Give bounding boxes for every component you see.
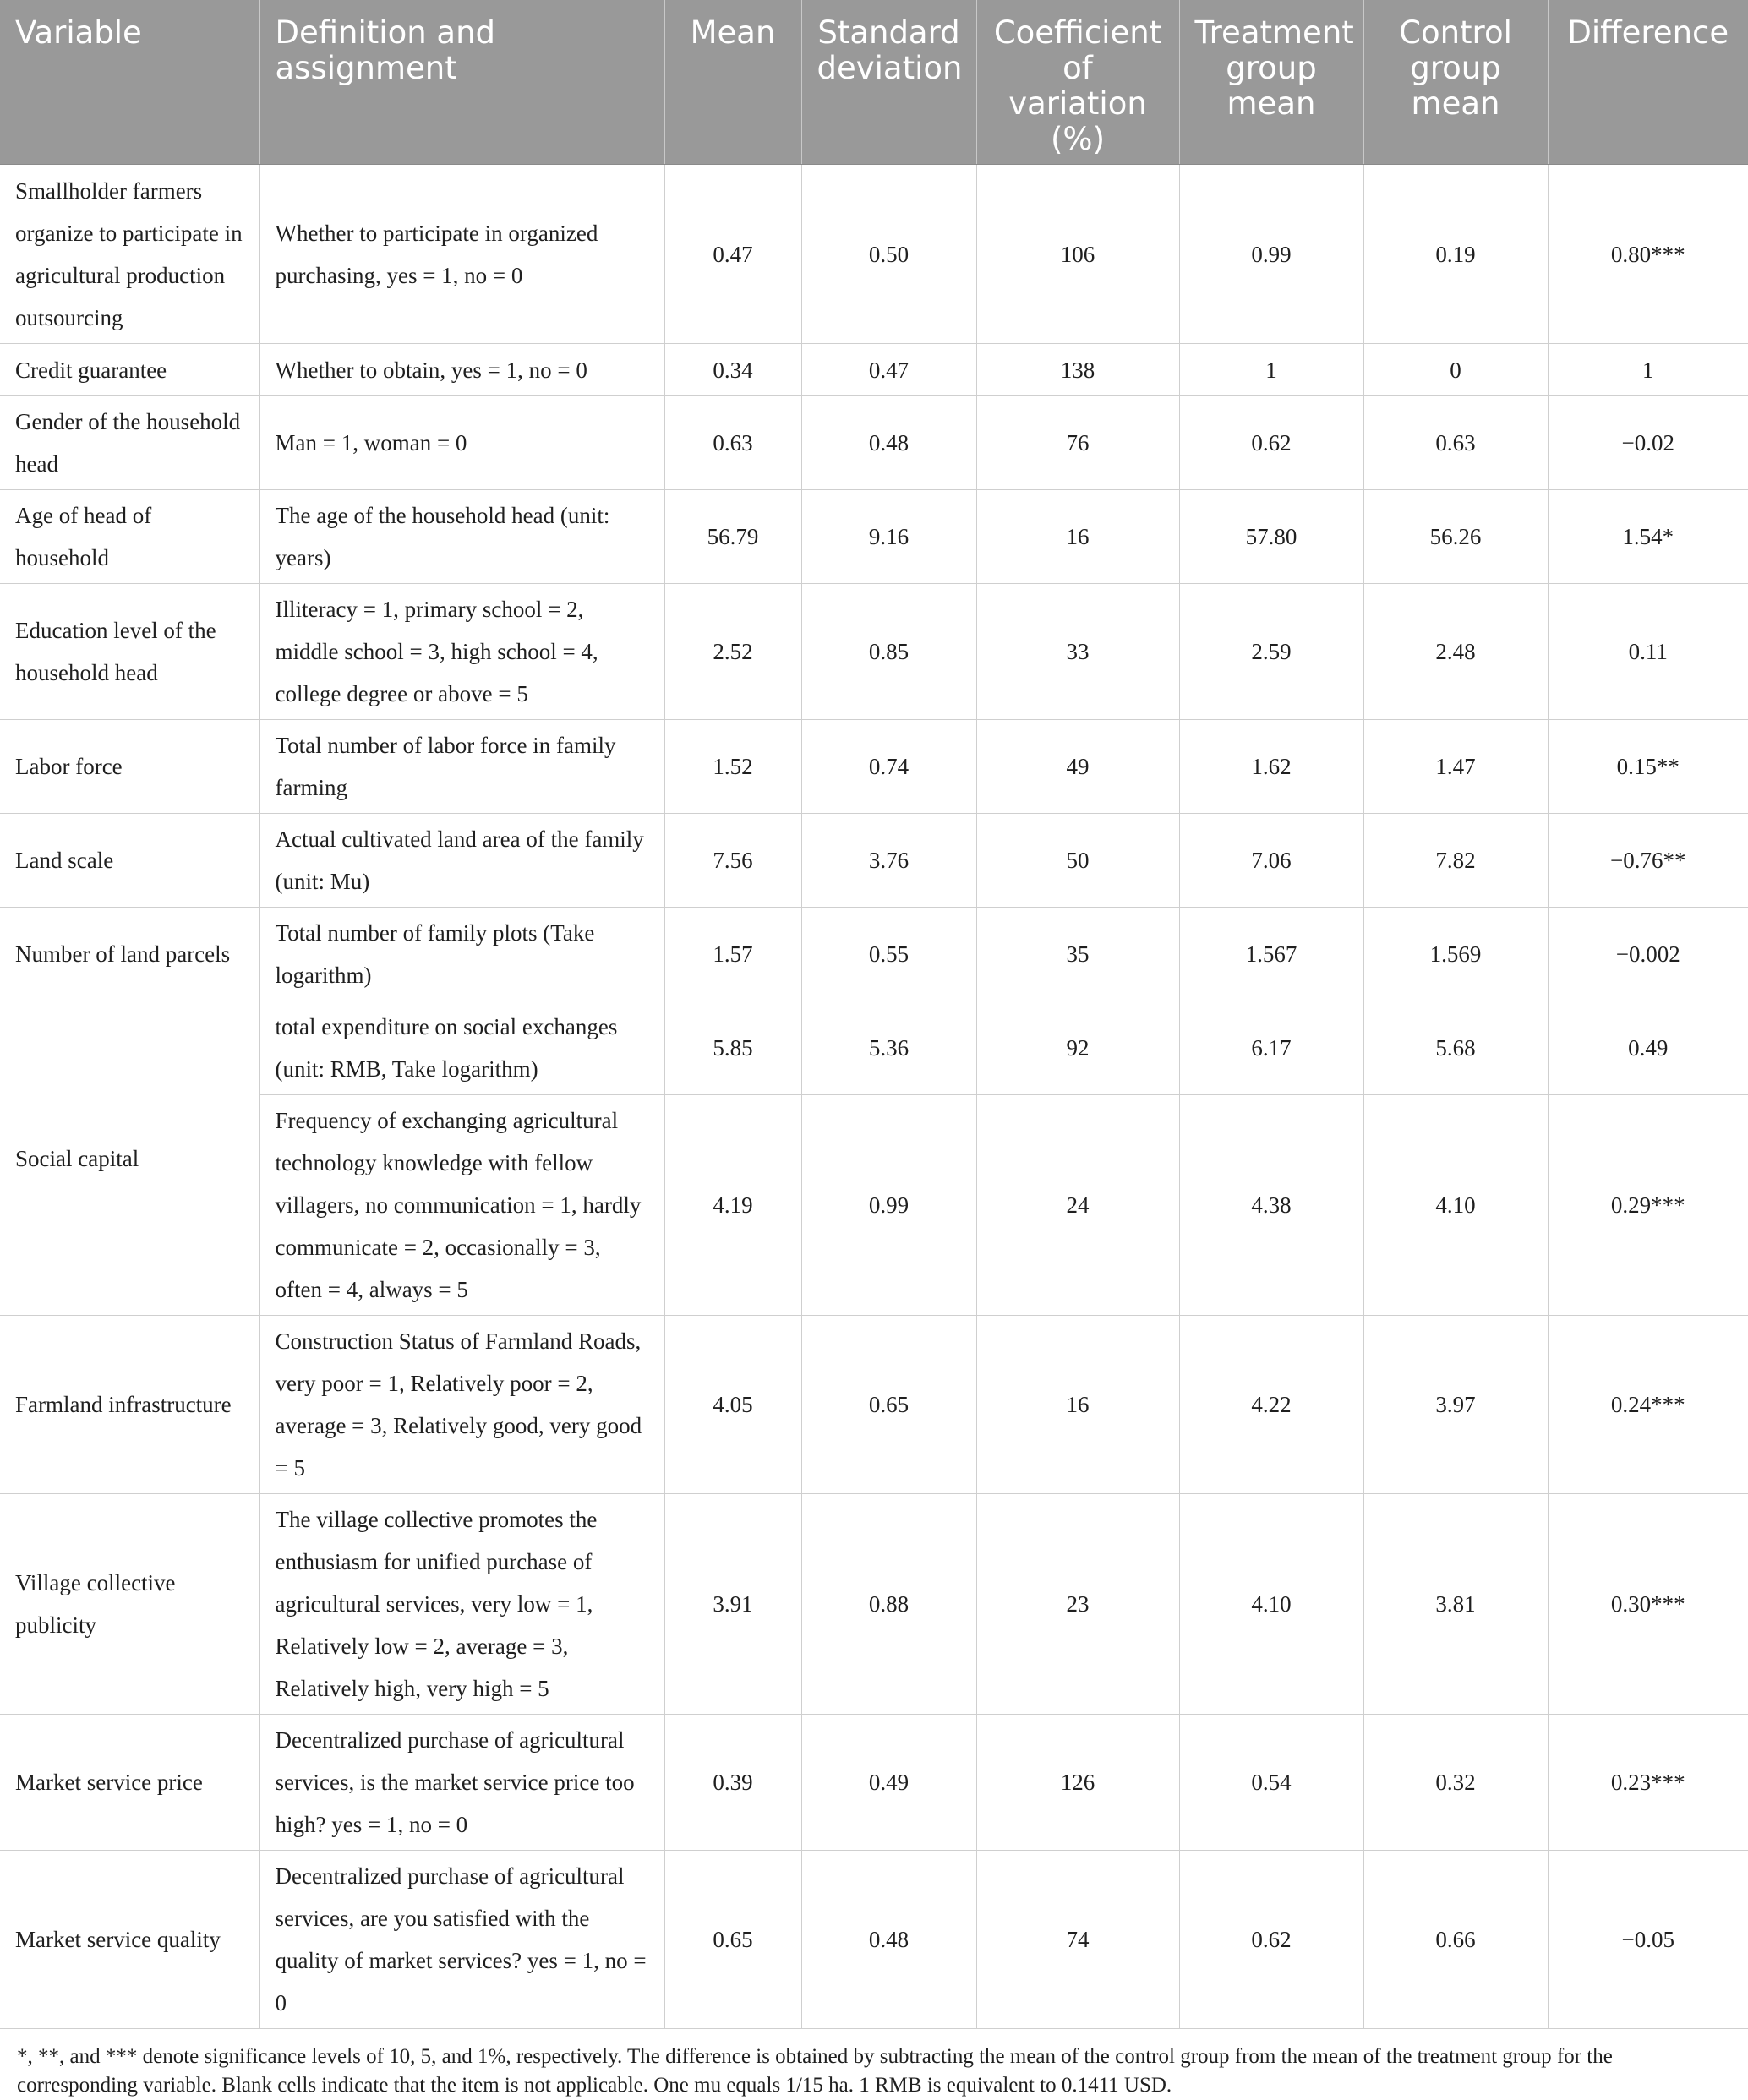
sd-cell: 0.48 [801,396,976,490]
cv-cell: 76 [976,396,1179,490]
treatment-mean-cell: 1.62 [1179,720,1363,814]
mean-cell: 3.91 [664,1494,801,1715]
header-definition: Definition and assignment [259,0,664,165]
definition-cell: The age of the household head (unit: years) [259,490,664,584]
mean-cell: 0.63 [664,396,801,490]
table-row [0,1316,1748,1494]
table-row [0,396,1748,490]
cv-cell: 16 [976,1316,1179,1494]
table-row [0,908,1748,1001]
header-control-group-mean: Control group mean [1363,0,1548,165]
control-mean-cell: 1.569 [1363,908,1548,1001]
treatment-mean-cell: 57.80 [1179,490,1363,584]
control-mean-cell: 0.63 [1363,396,1548,490]
definition-cell: Whether to participate in organized purchasing, yes = 1, no = 0 [259,165,664,344]
difference-cell: 0.24*** [1548,1316,1748,1494]
mean-cell: 0.39 [664,1715,801,1851]
header-standard-deviation: Standard deviation [801,0,976,165]
control-mean-cell: 4.10 [1363,1095,1548,1316]
difference-cell: −0.02 [1548,396,1748,490]
table-row [0,814,1748,908]
sd-cell: 0.49 [801,1715,976,1851]
sd-cell: 0.65 [801,1316,976,1494]
sd-cell: 0.99 [801,1095,976,1316]
control-mean-cell: 0 [1363,344,1548,396]
mean-cell: 4.05 [664,1316,801,1494]
definition-cell: Whether to obtain, yes = 1, no = 0 [259,344,664,396]
mean-cell: 5.85 [664,1001,801,1095]
sd-cell: 0.74 [801,720,976,814]
cv-cell: 49 [976,720,1179,814]
definition-cell: Illiteracy = 1, primary school = 2, middle school = 3, high school = 4, college degree or above = 5 [259,584,664,720]
control-mean-cell: 56.26 [1363,490,1548,584]
cv-cell: 24 [976,1095,1179,1316]
header-row [0,0,1748,165]
definition-cell: Actual cultivated land area of the family (unit: Mu) [259,814,664,908]
sd-cell: 5.36 [801,1001,976,1095]
difference-cell: 0.29*** [1548,1095,1748,1316]
treatment-mean-cell: 4.38 [1179,1095,1363,1316]
definition-cell: Man = 1, woman = 0 [259,396,664,490]
control-mean-cell: 3.81 [1363,1494,1548,1715]
cv-cell: 23 [976,1494,1179,1715]
sd-cell: 0.85 [801,584,976,720]
definition-cell: Construction Status of Farmland Roads, very poor = 1, Relatively poor = 2, average = 3, Relatively good, very good = 5 [259,1316,664,1494]
variable-cell: Land scale [0,814,259,908]
table-row [0,720,1748,814]
control-mean-cell: 3.97 [1363,1316,1548,1494]
variable-cell: Education level of the household head [0,584,259,720]
cv-cell: 106 [976,165,1179,344]
header-mean: Mean [664,0,801,165]
control-mean-cell: 0.19 [1363,165,1548,344]
difference-cell: 1.54* [1548,490,1748,584]
difference-cell: 0.15** [1548,720,1748,814]
cv-cell: 74 [976,1851,1179,2029]
control-mean-cell: 7.82 [1363,814,1548,908]
cv-cell: 16 [976,490,1179,584]
variable-cell: Smallholder farmers organize to participate in agricultural production outsourcing [0,165,259,344]
difference-cell: 0.23*** [1548,1715,1748,1851]
treatment-mean-cell: 2.59 [1179,584,1363,720]
mean-cell: 7.56 [664,814,801,908]
variable-cell: Gender of the household head [0,396,259,490]
cv-cell: 35 [976,908,1179,1001]
variable-cell: Age of head of household [0,490,259,584]
mean-cell: 1.57 [664,908,801,1001]
header-coefficient-of-variation: Coefficient of variation (%) [976,0,1179,165]
table-row [0,1494,1748,1715]
difference-cell: 1 [1548,344,1748,396]
definition-cell: Total number of family plots (Take logarithm) [259,908,664,1001]
table-row [0,584,1748,720]
header-difference: Difference [1548,0,1748,165]
treatment-mean-cell: 0.62 [1179,396,1363,490]
variable-cell-social-capital: Social capital [0,1001,259,1316]
control-mean-cell: 2.48 [1363,584,1548,720]
treatment-mean-cell: 0.62 [1179,1851,1363,2029]
definition-cell: Frequency of exchanging agricultural technology knowledge with fellow villagers, no communication = 1, hardly communicate = 2, occasionally = 3, often = 4, always = 5 [259,1095,664,1316]
sd-cell: 3.76 [801,814,976,908]
mean-cell: 1.52 [664,720,801,814]
mean-cell: 56.79 [664,490,801,584]
treatment-mean-cell: 4.22 [1179,1316,1363,1494]
sd-cell: 0.50 [801,165,976,344]
sd-cell: 0.88 [801,1494,976,1715]
table-footnote: *, **, and *** denote significance levels of 10, 5, and 1%, respectively. The difference is obtained by subtracting the mean of the control group from the mean of the treatment group for the corresponding variable. Blank cells indicate that the item is not applicable. One mu equals 1/15 ha. 1 RMB is equivalent to 0.1411 USD. [17,2045,1613,2097]
cv-cell: 126 [976,1715,1179,1851]
treatment-mean-cell: 1 [1179,344,1363,396]
mean-cell: 0.65 [664,1851,801,2029]
sd-cell: 0.47 [801,344,976,396]
table-row [0,1715,1748,1851]
difference-cell: 0.30*** [1548,1494,1748,1715]
mean-cell: 0.47 [664,165,801,344]
treatment-mean-cell: 7.06 [1179,814,1363,908]
difference-cell: −0.76** [1548,814,1748,908]
control-mean-cell: 0.32 [1363,1715,1548,1851]
treatment-mean-cell: 6.17 [1179,1001,1363,1095]
sd-cell: 0.48 [801,1851,976,2029]
difference-cell: 0.11 [1548,584,1748,720]
control-mean-cell: 0.66 [1363,1851,1548,2029]
definition-cell: The village collective promotes the enthusiasm for unified purchase of agricultural services, very low = 1, Relatively low = 2, average = 3, Relatively high, very high = 5 [259,1494,664,1715]
treatment-mean-cell: 0.54 [1179,1715,1363,1851]
mean-cell: 0.34 [664,344,801,396]
treatment-mean-cell: 4.10 [1179,1494,1363,1715]
table-row [0,344,1748,396]
table-row [0,490,1748,584]
definition-cell: Total number of labor force in family farming [259,720,664,814]
cv-cell: 92 [976,1001,1179,1095]
sd-cell: 0.55 [801,908,976,1001]
definition-cell: Decentralized purchase of agricultural services, are you satisfied with the quality of market services? yes = 1, no = 0 [259,1851,664,2029]
definition-cell: Decentralized purchase of agricultural services, is the market service price too high? yes = 1, no = 0 [259,1715,664,1851]
cv-cell: 138 [976,344,1179,396]
sd-cell: 9.16 [801,490,976,584]
cv-cell: 33 [976,584,1179,720]
mean-cell: 2.52 [664,584,801,720]
table-row [0,1095,1748,1316]
difference-cell: 0.49 [1548,1001,1748,1095]
mean-cell: 4.19 [664,1095,801,1316]
treatment-mean-cell: 0.99 [1179,165,1363,344]
header-treatment-group-mean: Treatment group mean [1179,0,1363,165]
difference-cell: −0.05 [1548,1851,1748,2029]
variable-cell: Labor force [0,720,259,814]
difference-cell: −0.002 [1548,908,1748,1001]
treatment-mean-cell: 1.567 [1179,908,1363,1001]
variable-cell: Farmland infrastructure [0,1316,259,1494]
variable-cell: Market service price [0,1715,259,1851]
table-row [0,165,1748,344]
table-row [0,1001,1748,1095]
variable-cell: Number of land parcels [0,908,259,1001]
control-mean-cell: 1.47 [1363,720,1548,814]
cv-cell: 50 [976,814,1179,908]
table-row [0,1851,1748,2029]
difference-cell: 0.80*** [1548,165,1748,344]
definition-cell: total expenditure on social exchanges (unit: RMB, Take logarithm) [259,1001,664,1095]
header-variable: Variable [0,0,259,165]
variable-cell: Market service quality [0,1851,259,2029]
control-mean-cell: 5.68 [1363,1001,1548,1095]
variable-cell: Credit guarantee [0,344,259,396]
variable-cell: Village collective publicity [0,1494,259,1715]
